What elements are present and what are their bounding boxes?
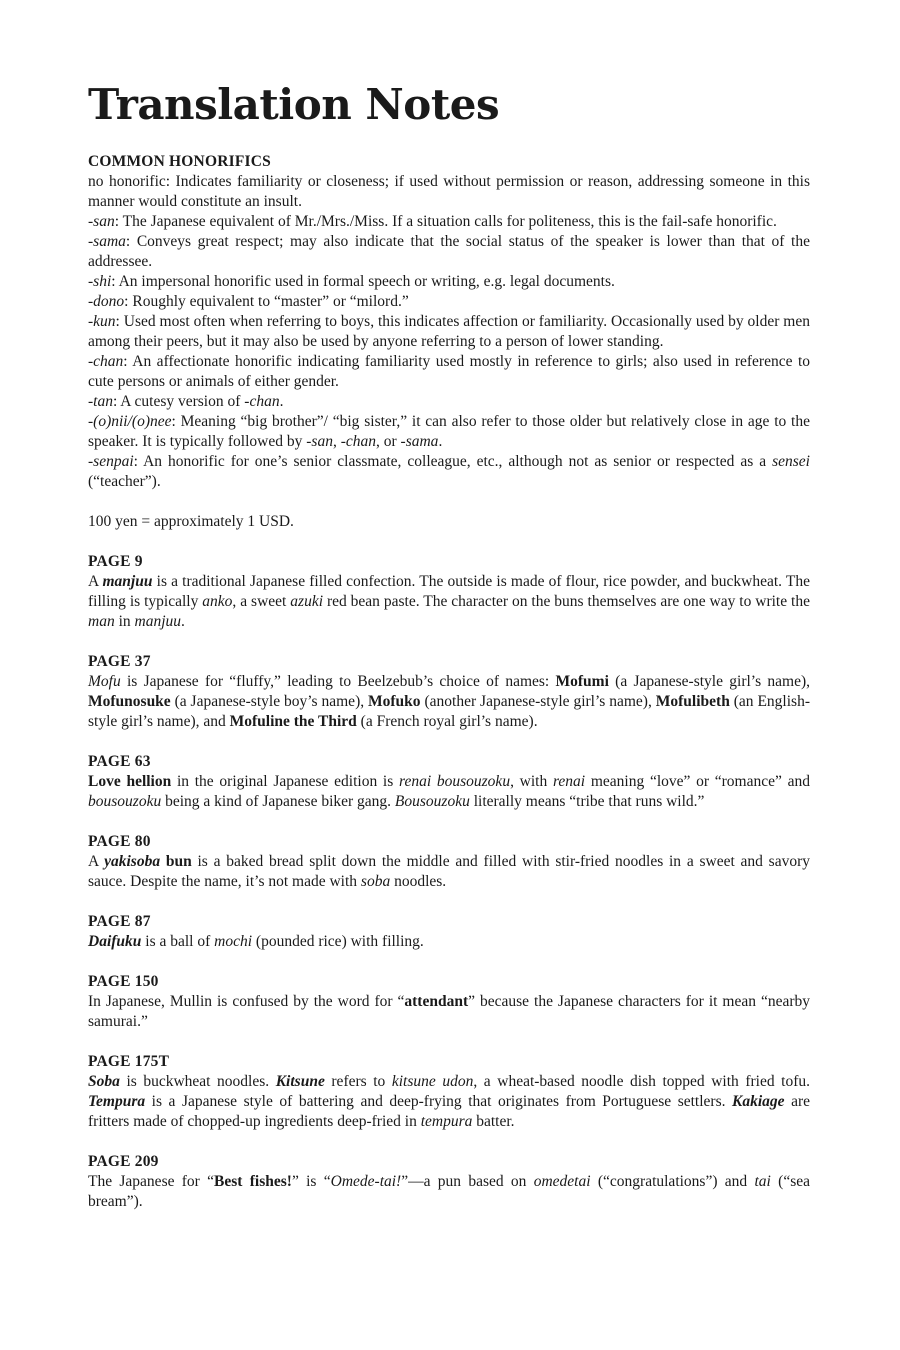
text-run: , a sweet [232, 593, 291, 610]
page-note [88, 552, 810, 632]
text-run: omedetai [533, 1173, 591, 1190]
page-note-text [88, 572, 810, 632]
honorific-description-part: . [279, 393, 284, 410]
text-run: kitsune udon [391, 1073, 474, 1090]
page-notes-list [88, 552, 810, 1212]
text-run: Kitsune [275, 1073, 325, 1090]
text-run: is a baked bread split down the middle and filled with stir-fried noodles in a sweet and savory sauce. Despite the name, it’s not made with [88, 853, 810, 890]
text-run: refers to [324, 1073, 392, 1090]
text-run: (an English-style girl’s name), and [88, 693, 810, 730]
honorific-description: An impersonal honorific used in formal speech or writing, e.g. legal documents. [118, 273, 615, 290]
text-run: anko [202, 593, 233, 610]
honorifics-heading: COMMON HONORIFICS [88, 153, 271, 170]
page-note-heading: PAGE 150 [88, 973, 159, 990]
text-run: is a Japanese style of battering and deep-frying that originates from Portuguese settlers. [145, 1093, 733, 1110]
text-run: in [114, 613, 135, 630]
text-run: being a kind of Japanese biker gang. [161, 793, 395, 810]
honorific-separator: : [171, 413, 181, 430]
honorific-description: Used most often when referring to boys, this indicates affection or familiarity. Occasionally used by older men among their peers, but it may also be used by anyone referring to a person of lower standing. [88, 313, 810, 350]
honorific-separator: : [112, 393, 121, 410]
text-run: A [88, 853, 105, 870]
text-run: (a French royal girl’s name). [356, 713, 538, 730]
honorific-description-part: , or [376, 433, 401, 450]
text-run: tai [754, 1173, 771, 1190]
honorific-separator: : [133, 453, 144, 470]
page-note-text [88, 772, 810, 812]
text-run: Kakiage [732, 1093, 785, 1110]
page-note [88, 1052, 810, 1132]
page-note-heading: PAGE 209 [88, 1153, 159, 1170]
text-run: Mofulibeth [655, 693, 730, 710]
text-run: man [88, 613, 115, 630]
honorific-description: An affectionate honorific indicating familiarity used mostly in reference to girls; also used in reference to cute persons or animals of either gender. [88, 353, 811, 390]
text-run: renai bousouzoku [399, 773, 511, 790]
page-note-text [88, 1072, 810, 1132]
honorific-entry [88, 412, 810, 452]
honorific-term: -kun [88, 313, 116, 330]
page-note [88, 1152, 810, 1212]
text-run: , with [510, 773, 553, 790]
honorific-entry [88, 392, 810, 412]
honorific-description-part: -sama [400, 433, 439, 450]
text-run: attendant [404, 993, 469, 1010]
page-note-text [88, 1172, 810, 1212]
text-run: (“congratulations”) and [590, 1173, 755, 1190]
honorific-term: -san [88, 213, 115, 230]
honorific-description: The Japanese equivalent of Mr./Mrs./Miss. If a situation calls for politeness, this is the fail-safe honorific. [122, 213, 777, 230]
honorific-separator: : [115, 313, 124, 330]
page-note-heading: PAGE 80 [88, 833, 151, 850]
text-run: manjuu [134, 613, 182, 630]
honorific-entry [88, 312, 810, 352]
honorific-term: -sama [88, 233, 126, 250]
page-note-heading: PAGE 37 [88, 653, 151, 670]
page-note-heading: PAGE 175T [88, 1053, 170, 1070]
page-note [88, 912, 810, 952]
honorific-description-part: sensei [772, 453, 810, 470]
honorific-description: Indicates familiarity or closeness; if used without permission or reason, addressing someone in this manner would constitute an insult. [88, 173, 810, 210]
text-run: Omede-tai! [330, 1173, 402, 1190]
honorific-term: -dono [88, 293, 125, 310]
text-run: Soba [88, 1073, 120, 1090]
honorific-separator: : [111, 273, 119, 290]
text-run: , a wheat-based noodle dish topped with fried tofu. [473, 1073, 810, 1090]
honorific-description-part: , [332, 433, 341, 450]
page-note-text [88, 992, 810, 1032]
text-run: noodles. [390, 873, 447, 890]
honorific-term: -chan [88, 353, 124, 370]
text-run: Love hellion [88, 773, 172, 790]
honorific-entry [88, 272, 810, 292]
text-run: yakisoba [104, 853, 161, 870]
honorific-entry [88, 292, 810, 312]
honorific-description-part: A cutesy version of [120, 393, 245, 410]
text-run: tempura [420, 1113, 473, 1130]
honorific-description-part: . [438, 433, 443, 450]
text-run: (“sea bream”). [88, 1173, 810, 1210]
page-note [88, 832, 810, 892]
honorific-separator: : [165, 173, 176, 190]
page-note-text [88, 932, 810, 952]
honorific-separator: : [125, 233, 137, 250]
text-run: literally means “tribe that runs wild.” [469, 793, 705, 810]
text-run: Bousouzoku [394, 793, 470, 810]
text-run: In Japanese, Mullin is confused by the word for “ [88, 993, 405, 1010]
honorific-entry [88, 212, 810, 232]
honorifics-section [88, 152, 810, 492]
text-run: Mofunosuke [88, 693, 171, 710]
currency-section [88, 512, 810, 532]
honorific-term: -senpai [88, 453, 134, 470]
text-run: A [88, 573, 103, 590]
text-run: Mofuline the Third [229, 713, 357, 730]
text-run: (another Japanese-style girl’s name), [420, 693, 656, 710]
text-run: . [181, 613, 185, 630]
text-run: soba [360, 873, 391, 890]
text-run: Best fishes! [214, 1173, 292, 1190]
honorific-separator: : [114, 213, 123, 230]
text-run: bousouzoku [88, 793, 162, 810]
honorific-description-part: Meaning “big brother”/ “big sister,” it can also refer to those older but relatively close in age to the speaker. It is typically followed by [88, 413, 810, 450]
honorific-description-part: (“teacher”). [88, 473, 161, 490]
text-run: Tempura [88, 1093, 146, 1110]
text-run: Mofumi [555, 673, 609, 690]
page-note-text [88, 852, 810, 892]
text-run: are fritters made of chopped-up ingredients deep-fried in [88, 1093, 811, 1130]
text-run: renai [552, 773, 586, 790]
honorific-description: Conveys great respect; may also indicate that the social status of the speaker is lower than that of the addressee. [88, 233, 810, 270]
honorific-term: -tan [88, 393, 113, 410]
text-run: ” is “ [291, 1173, 331, 1190]
page-note [88, 652, 810, 732]
honorific-description-part: An honorific for one’s senior classmate, colleague, etc., although not as senior or respected as a [143, 453, 773, 470]
text-run: batter. [472, 1113, 515, 1130]
honorific-description-part: -san [306, 433, 333, 450]
text-run: The Japanese for “ [88, 1173, 215, 1190]
honorific-term: -(o)nii/(o)nee [88, 413, 172, 430]
text-run: (a Japanese-style girl’s name), [608, 673, 810, 690]
text-run: is buckwheat noodles. [119, 1073, 276, 1090]
text-run: is Japanese for “fluffy,” leading to Beelzebub’s choice of names: [120, 673, 556, 690]
honorific-entry [88, 352, 810, 392]
honorific-term: -shi [88, 273, 112, 290]
page-note-heading: PAGE 63 [88, 753, 151, 770]
currency-note: 100 yen = approximately 1 USD. [88, 513, 294, 530]
text-run: manjuu [102, 573, 153, 590]
page-note [88, 972, 810, 1032]
honorific-separator: : [124, 293, 133, 310]
text-run: red bean paste. The character on the buns themselves are one way to write the [323, 593, 810, 610]
text-run: meaning “love” or “romance” and [585, 773, 810, 790]
page-note-heading: PAGE 87 [88, 913, 151, 930]
honorific-entry [88, 452, 810, 492]
honorific-description: Roughly equivalent to “master” or “milord.” [132, 293, 409, 310]
text-run: is a ball of [141, 933, 215, 950]
honorific-term: no honorific [88, 173, 166, 190]
text-run: Mofuko [368, 693, 421, 710]
honorifics-list [88, 172, 810, 492]
text-run: ”—a pun based on [401, 1173, 534, 1190]
translation-notes-page [88, 80, 810, 1232]
text-run: ” because the Japanese characters for it mean “nearby samurai.” [88, 993, 810, 1030]
honorific-separator: : [123, 353, 133, 370]
page-note-text [88, 672, 810, 732]
honorific-entry [88, 232, 810, 272]
page-note-heading: PAGE 9 [88, 553, 143, 570]
text-run: Daifuku [88, 933, 142, 950]
honorific-description-part: -chan [340, 433, 376, 450]
honorific-description-part: -chan [244, 393, 280, 410]
text-run: (a Japanese-style boy’s name), [170, 693, 369, 710]
text-run: in the original Japanese edition is [171, 773, 399, 790]
text-run: (pounded rice) with filling. [252, 933, 424, 950]
page-title: Translation Notes [88, 80, 500, 129]
text-run: bun [160, 853, 192, 870]
honorific-entry [88, 172, 810, 212]
text-run: Mofu [88, 673, 121, 690]
page-note [88, 752, 810, 812]
text-run: is a traditional Japanese filled confection. The outside is made of flour, rice powder, and buckwheat. The filling is typically [88, 573, 810, 610]
text-run: mochi [214, 933, 253, 950]
text-run: azuki [290, 593, 323, 610]
